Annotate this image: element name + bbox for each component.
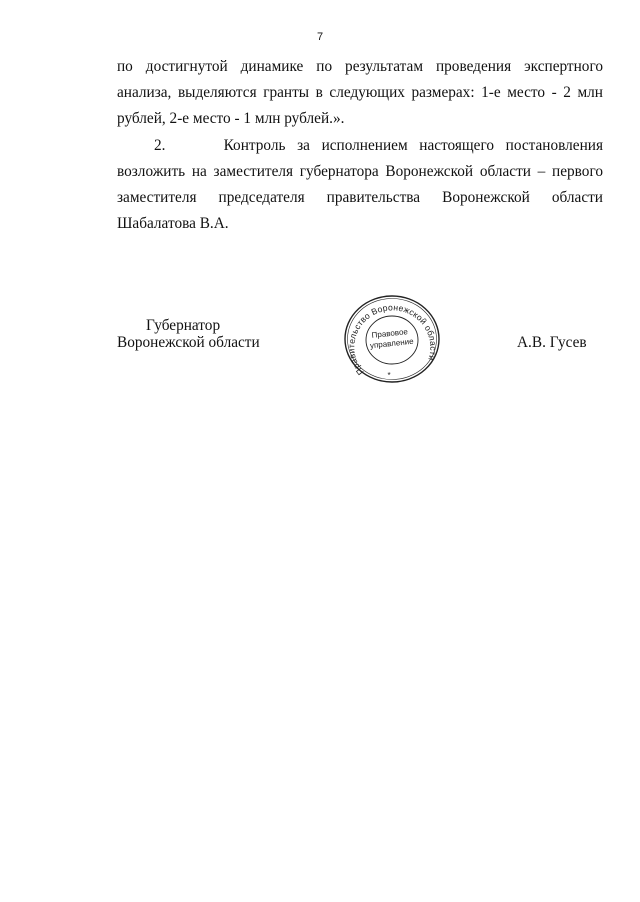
signatory-name: А.В. Гусев [517,334,587,351]
seal-inner-line2: управление [369,336,414,351]
signatory-position-line2: Воронежской области [117,334,260,351]
seal-outer-text: Правительство Воронежской области [346,302,439,378]
signatory-position-line1: Губернатор [146,317,221,334]
document-body [117,54,603,237]
page-number: 7 [316,31,324,43]
paragraph-grants: по достигнутой динамике по результатам проведения экспертного анализа, выделяются гранты в следующих размерах: 1-е место - 2 млн рублей, 2-е место - 1 млн рублей.». [117,58,603,128]
seal-star: * [387,371,391,380]
paragraph-control: 2. Контроль за исполнением настоящего постановления возложить на заместителя губернатора Воронежской области – первого заместителя председателя правительства Воронежской области Шабалатова В.А. [117,136,603,233]
official-seal [342,294,442,384]
seal-graphic [342,294,442,384]
seal-inner-line1: Правовое [371,327,409,340]
